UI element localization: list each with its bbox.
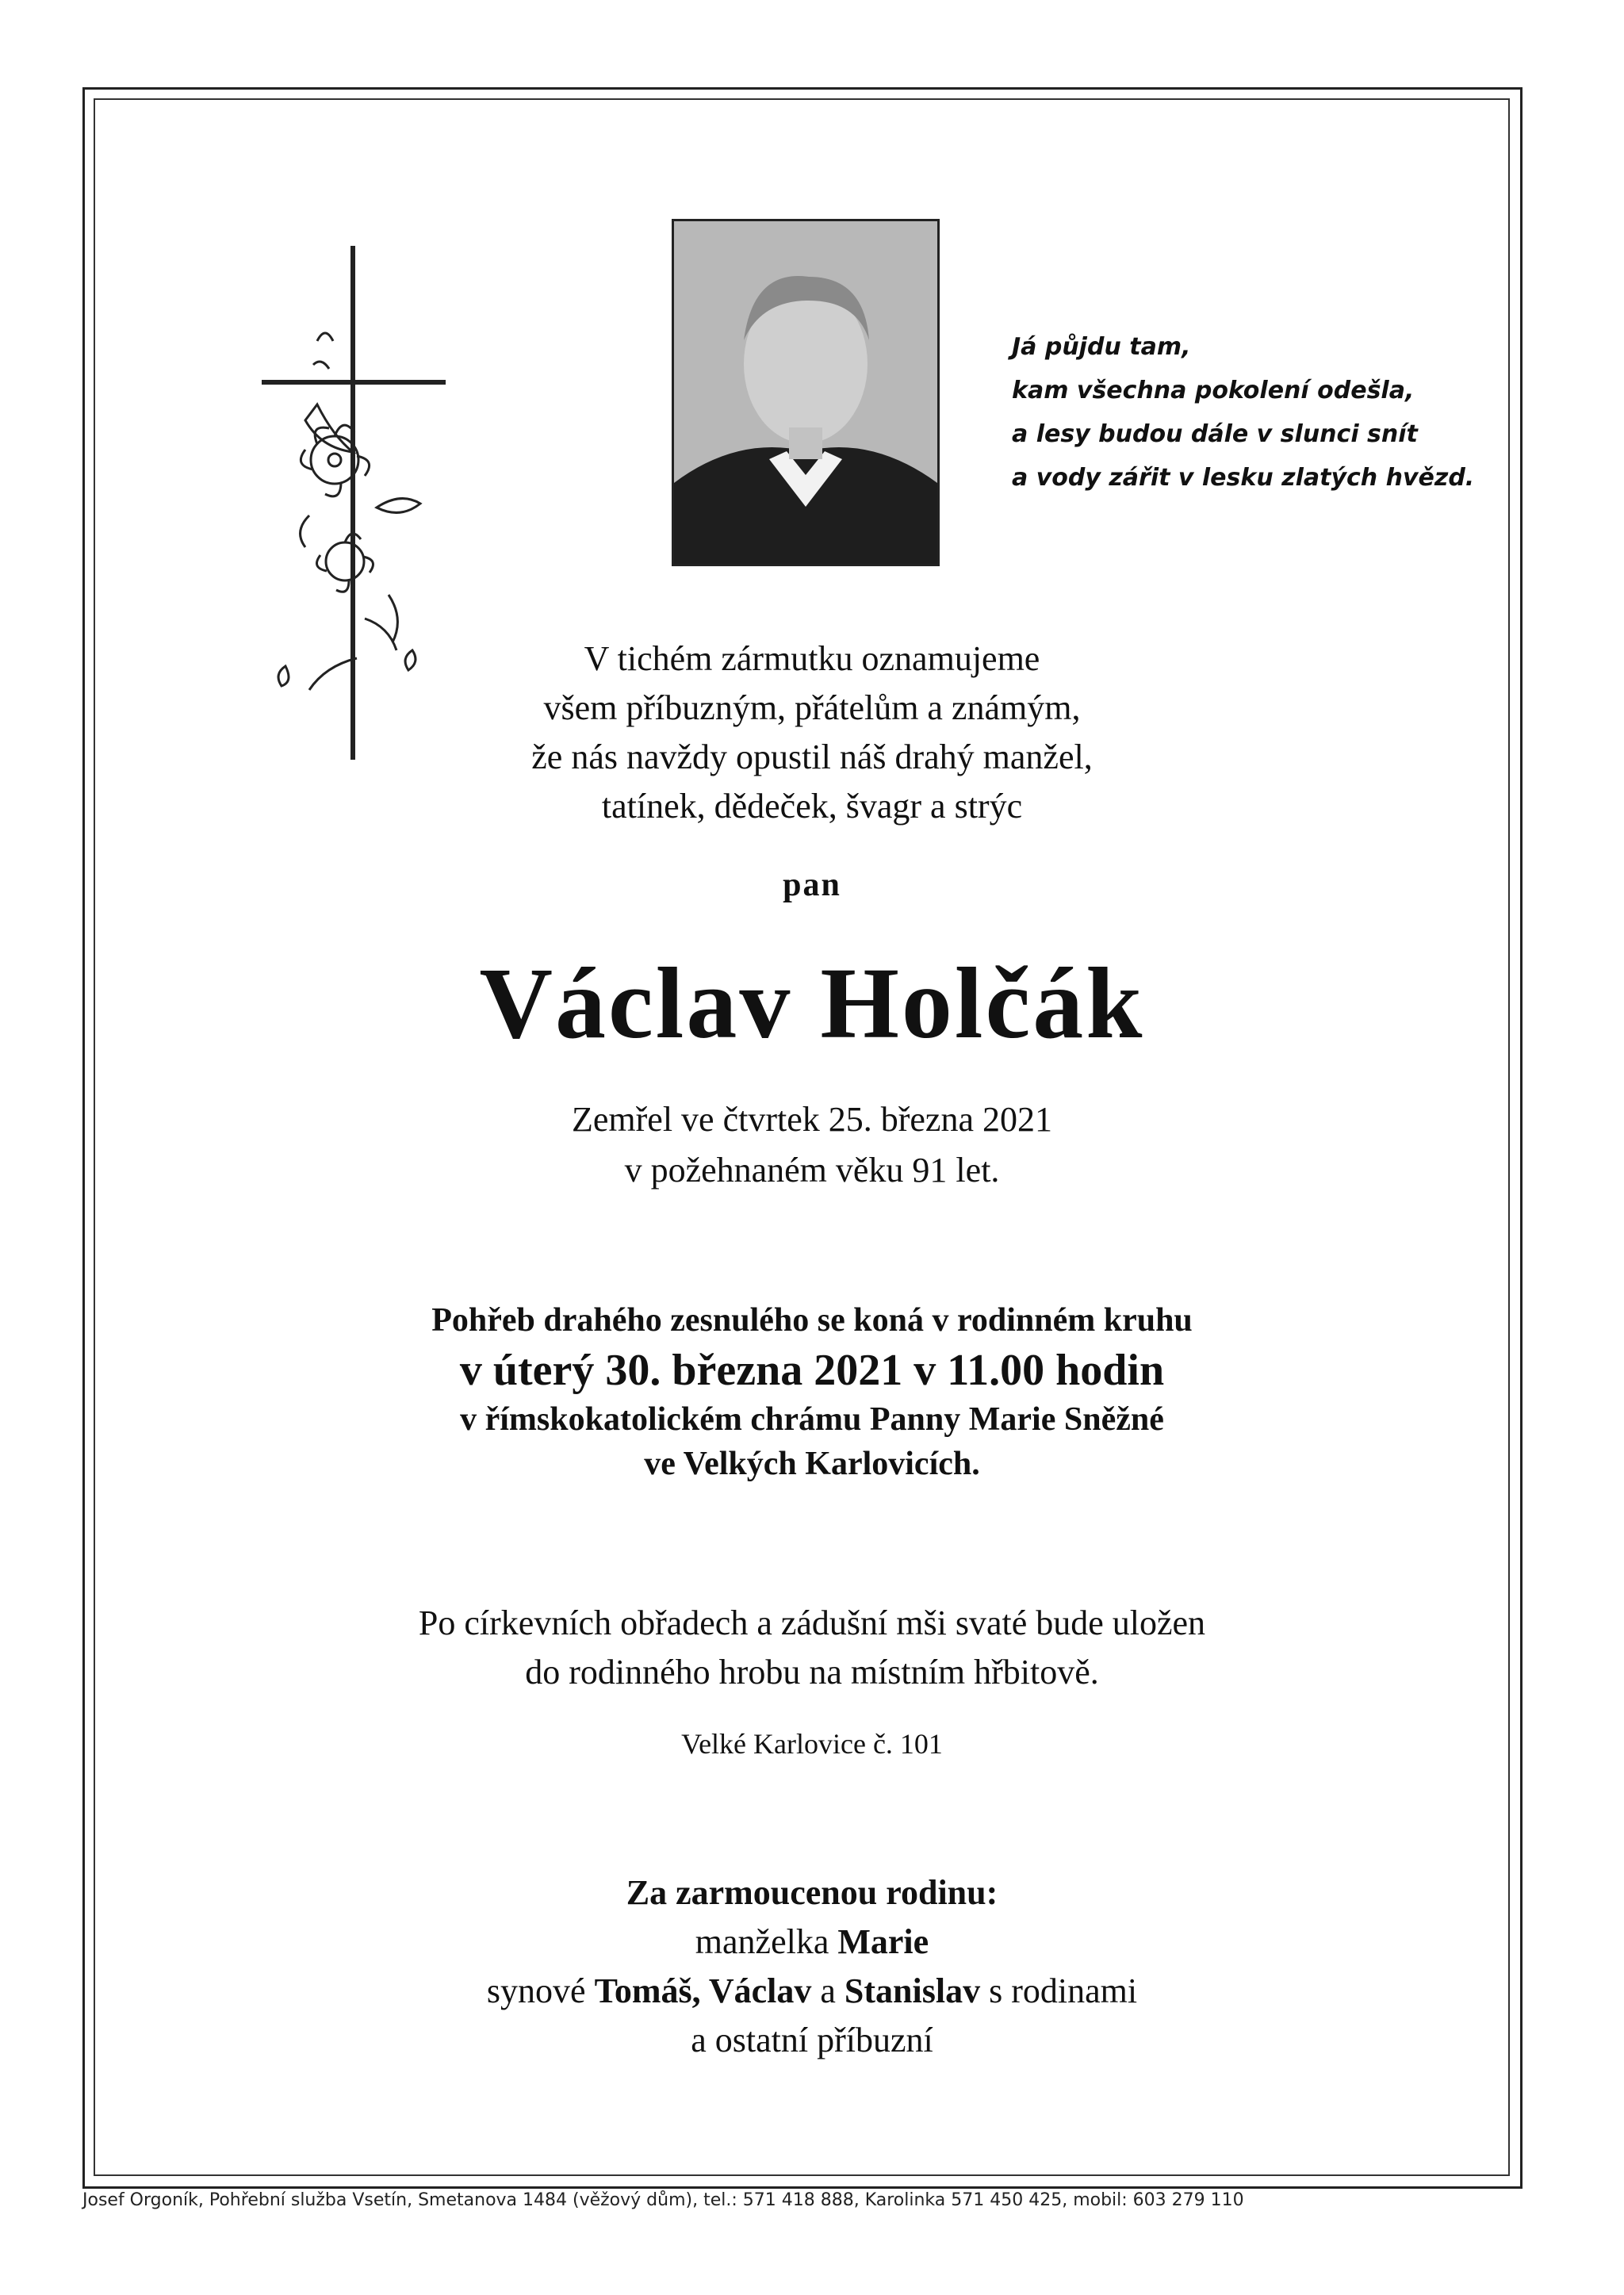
family-sons [0, 1967, 1624, 2016]
quote-line: kam všechna pokolení odešla, [1012, 377, 1415, 404]
sons-and: a [811, 1971, 845, 2010]
wife-name: Marie [837, 1922, 929, 1961]
death-info [0, 1094, 1624, 1196]
family-signature [0, 1868, 1624, 2065]
sons-suffix: s rodinami [980, 1971, 1138, 2010]
funeral-line: Pohřeb drahého zesnulého se koná v rodinném kruhu [431, 1302, 1193, 1339]
quote-line: Já půjdu tam, [1012, 333, 1191, 361]
sons-prefix: synové [486, 1971, 595, 2010]
burial-line: do rodinného hrobu na místním hřbitově. [525, 1653, 1099, 1692]
announcement-intro [0, 634, 1624, 831]
quote-line: a vody zářit v lesku zlatých hvězd. [1012, 464, 1475, 492]
burial-info [0, 1599, 1624, 1697]
sons-names: Tomáš, Václav [594, 1971, 812, 2010]
funeral-place: v římskokatolickém chrámu Panny Marie Sněžné [460, 1401, 1164, 1438]
wife-prefix: manželka [695, 1922, 838, 1961]
deceased-name: Václav Holčák [479, 947, 1145, 1059]
intro-line: V tichém zármutku oznamujeme [584, 639, 1040, 678]
poem-quote [1012, 325, 1475, 500]
intro-line: že nás navždy opustil náš drahý manžel, [531, 738, 1093, 776]
funeral-place-town: ve Velkých Karlovicích. [644, 1446, 980, 1482]
intro-line: tatínek, dědeček, švagr a strýc [601, 787, 1023, 826]
funeral-date: v úterý 30. března 2021 v 11.00 hodin [459, 1346, 1165, 1395]
address: Velké Karlovice č. 101 [681, 1728, 943, 1760]
funeral-info [0, 1297, 1624, 1486]
family-heading: Za zarmoucenou rodinu: [626, 1873, 998, 1912]
death-line: v požehnaném věku 91 let. [624, 1151, 1000, 1190]
burial-line: Po církevních obřadech a zádušní mši svaté bude uložen [418, 1603, 1206, 1642]
funeral-service-footer: Josef Orgoník, Pohřební služba Vsetín, Smetanova 1484 (věžový dům), tel.: 571 418 888, Karolinka 571 450 425, mobil: 603 279 110 [82, 2190, 1244, 2210]
intro-line: všem příbuzným, přátelům a známým, [543, 688, 1081, 727]
quote-line: a lesy budou dále v slunci snít [1012, 420, 1418, 448]
honorific: pan [783, 867, 841, 903]
family-wife [0, 1918, 1624, 1967]
death-line: Zemřel ve čtvrtek 25. března 2021 [572, 1100, 1052, 1139]
son-name: Stanislav [844, 1971, 981, 2010]
portrait-photo [672, 219, 940, 566]
family-others: a ostatní příbuzní [691, 2021, 933, 2059]
